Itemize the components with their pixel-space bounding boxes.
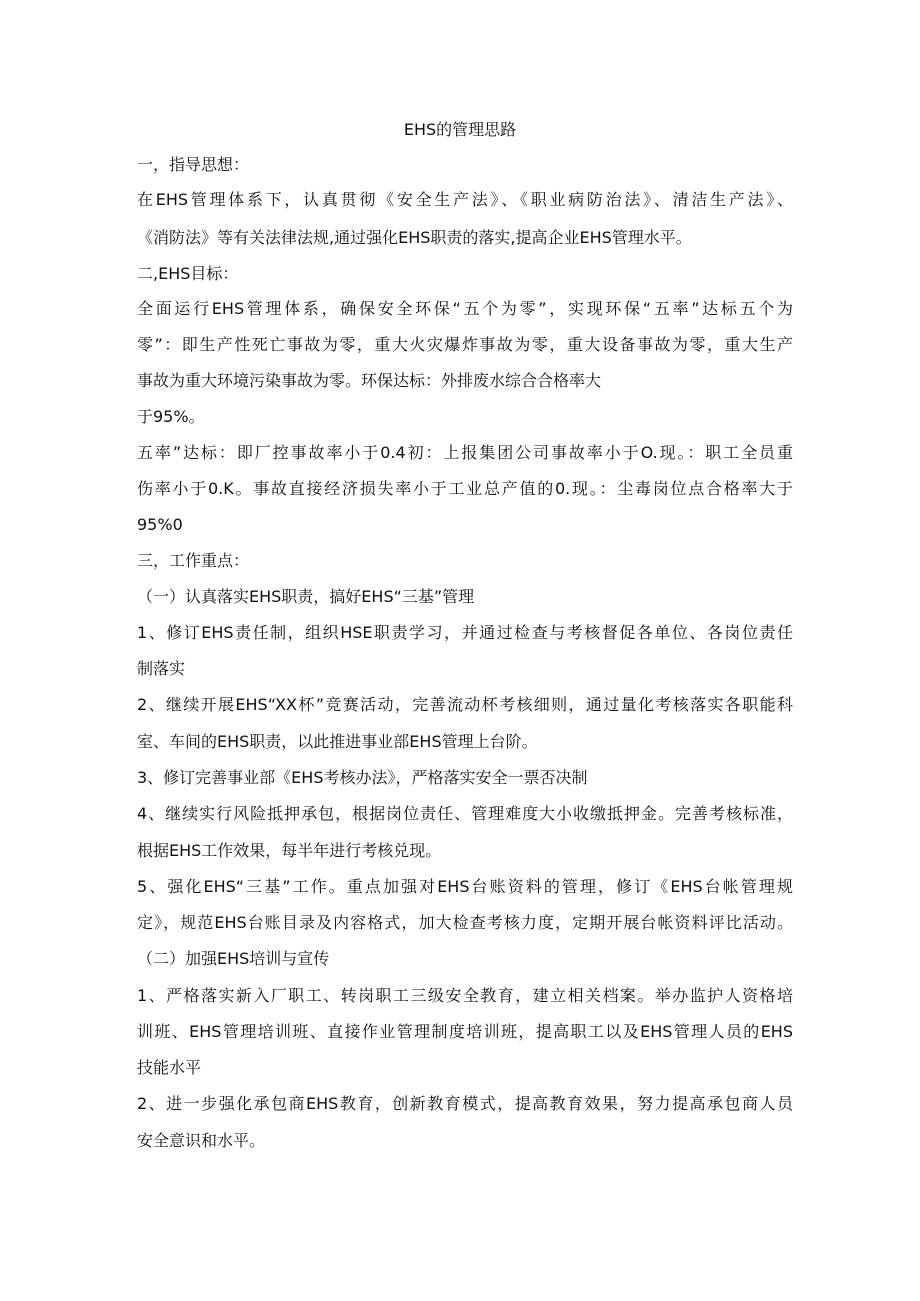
paragraph-line: 零”：即生产性死亡事故为零，重大火灾爆炸事故为零，重大设备事故为零，重大生产 xyxy=(137,335,793,354)
section-heading-guiding-ideology: 一，指导思想： xyxy=(137,155,250,174)
paragraph-line: 在EHS管理体系下，认真贯彻《安全生产法》、《职业病防治法》、清洁生产法》、 xyxy=(137,190,793,209)
list-item-line: 训班、EHS管理培训班、直接作业管理制度培训班，提高职工以及EHS管理人员的EHS xyxy=(137,1022,793,1041)
list-item-line: 定》，规范EHS台账目录及内容格式，加大检查考核力度，定期开展台帐资料评比活动。 xyxy=(137,913,793,932)
list-item-line: 2、进一步强化承包商EHS教育，创新教育模式，提高教育效果，努力提高承包商人员 xyxy=(137,1094,793,1113)
document-title: EHS的管理思路 xyxy=(403,120,517,139)
paragraph-line: 伤率小于0.K。事故直接经济损失率小于工业总产值的0.现。：尘毒岗位点合格率大于 xyxy=(137,479,793,498)
subsection-heading: （一）认真落实EHS职责，搞好EHS“三基”管理 xyxy=(137,587,475,606)
list-item-line: 技能水平 xyxy=(137,1058,202,1077)
list-item-line: 室、车间的EHS职责，以此推进事业部EHS管理上台阶。 xyxy=(137,732,538,751)
subsection-heading: （二）加强EHS培训与宣传 xyxy=(137,949,330,968)
list-item-line: 1、严格落实新入厂职工、转岗职工三级安全教育，建立相关档案。举办监护人资格培 xyxy=(137,986,793,1005)
section-heading-ehs-goals: 二,EHS目标： xyxy=(137,264,239,283)
paragraph-line: 于95%。 xyxy=(137,407,205,426)
list-item-line: 4、继续实行风险抵押承包，根据岗位责任、管理难度大小收缴抵押金。完善考核标准， xyxy=(137,804,793,823)
paragraph-line: 《消防法》等有关法律法规,通过强化EHS职责的落实,提高企业EHS管理水平。 xyxy=(137,228,692,247)
list-item-line: 3、修订完善事业部《EHS考核办法》，严格落实安全一票否决制 xyxy=(137,768,588,787)
list-item-line: 根据EHS工作效果，每半年进行考核兑现。 xyxy=(137,841,442,860)
paragraph-line: 95%0 xyxy=(137,515,183,534)
list-item-line: 制落实 xyxy=(137,659,186,678)
list-item-line: 5、强化EHS“三基”工作。重点加强对EHS台账资料的管理，修订《EHS台帐管理规 xyxy=(137,877,793,896)
paragraph-line: 五率”达标：即厂控事故率小于0.4初：上报集团公司事故率小于O.现。：职工全员重 xyxy=(137,443,793,462)
list-item-line: 安全意识和水平。 xyxy=(137,1131,266,1150)
list-item-line: 2、继续开展EHS“XX杯”竞赛活动，完善流动杯考核细则，通过量化考核落实各职能科 xyxy=(137,695,793,714)
paragraph-line: 全面运行EHS管理体系，确保安全环保“五个为零”，实现环保“五率”达标五个为 xyxy=(137,299,793,318)
list-item-line: 1、修订EHS责任制，组织HSE职责学习，并通过检查与考核督促各单位、各岗位责任 xyxy=(137,623,793,642)
section-heading-work-focus: 三，工作重点： xyxy=(137,551,250,570)
paragraph-line: 事故为重大环境污染事故为零。环保达标：外排废水综合合格率大 xyxy=(137,371,602,390)
